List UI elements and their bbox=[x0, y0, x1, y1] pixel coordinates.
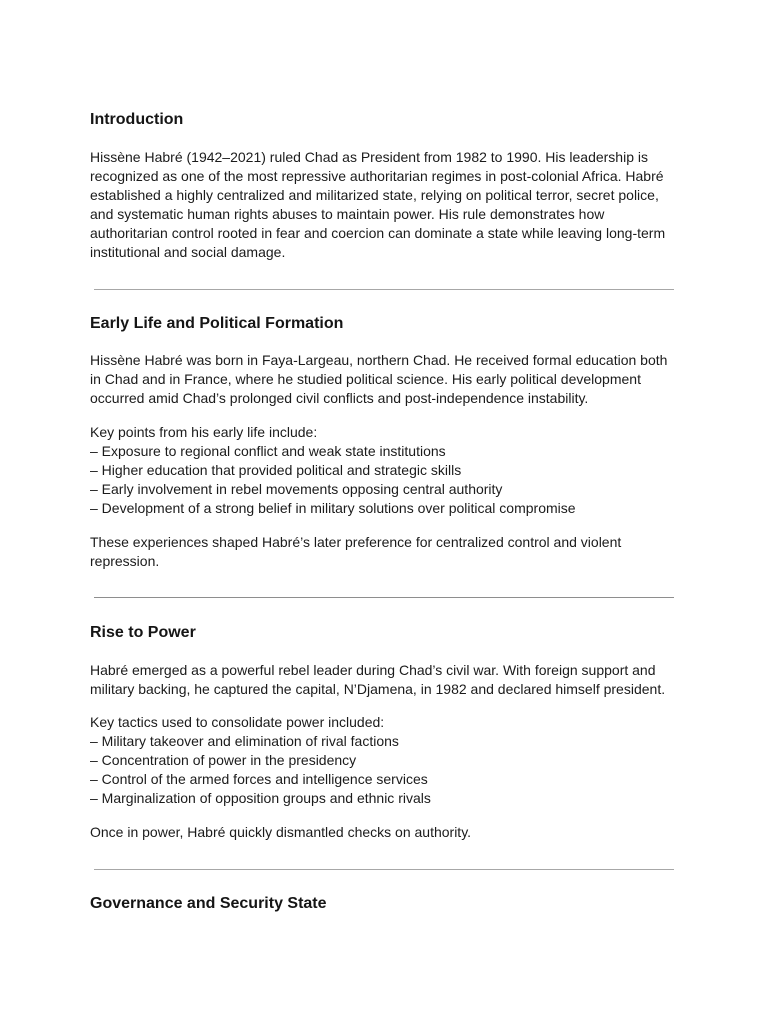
list-item: – Exposure to regional conflict and weak state institutions bbox=[90, 443, 446, 459]
list-item: – Military takeover and elimination of rival factions bbox=[90, 733, 399, 749]
early-life-list bbox=[90, 442, 682, 518]
rise-to-power-tactics bbox=[90, 713, 682, 808]
section-heading-early-life: Early Life and Political Formation bbox=[90, 315, 344, 332]
early-life-key-points bbox=[90, 423, 682, 518]
list-item: – Control of the armed forces and intelligence services bbox=[90, 771, 428, 787]
section-heading-rise-to-power: Rise to Power bbox=[90, 624, 196, 641]
section-divider bbox=[94, 869, 674, 870]
rise-to-power-paragraph: Habré emerged as a powerful rebel leader during Chad’s civil war. With foreign support and military backing, he captured the capital, N’Djamena, in 1982 and declared himself president. bbox=[90, 662, 666, 697]
section-heading-governance: Governance and Security State bbox=[90, 895, 327, 912]
rise-to-power-closing: Once in power, Habré quickly dismantled checks on authority. bbox=[90, 824, 472, 840]
early-life-closing: These experiences shaped Habré’s later preference for centralized control and violent repression. bbox=[90, 534, 622, 569]
list-item: – Early involvement in rebel movements opposing central authority bbox=[90, 481, 503, 497]
section-divider bbox=[94, 597, 674, 598]
list-item: – Concentration of power in the presidency bbox=[90, 752, 357, 768]
introduction-paragraph: Hissène Habré (1942–2021) ruled Chad as President from 1982 to 1990. His leadership is recognized as one of the most repressive authoritarian regimes in post-colonial Africa. Habré established a highly centralized and militarized state, relying on political terror, secret police, and systematic human rights abuses to maintain power. His rule demonstrates how authoritarian control rooted in fear and coercion can dominate a state while leaving long-term institutional and social damage. bbox=[90, 149, 666, 260]
section-heading-introduction: Introduction bbox=[90, 111, 184, 128]
section-divider bbox=[94, 289, 674, 290]
list-item: – Development of a strong belief in military solutions over political compromise bbox=[90, 500, 576, 516]
early-life-list-title: Key points from his early life include: bbox=[90, 424, 318, 440]
rise-to-power-list bbox=[90, 732, 682, 808]
rise-to-power-list-title: Key tactics used to consolidate power included: bbox=[90, 714, 385, 730]
list-item: – Higher education that provided political and strategic skills bbox=[90, 462, 462, 478]
list-item: – Marginalization of opposition groups and ethnic rivals bbox=[90, 790, 431, 806]
early-life-paragraph: Hissène Habré was born in Faya-Largeau, northern Chad. He received formal education both in Chad and in France, where he studied political science. His early political development occurred amid Chad’s prolonged civil conflicts and post-independence instability. bbox=[90, 352, 668, 406]
